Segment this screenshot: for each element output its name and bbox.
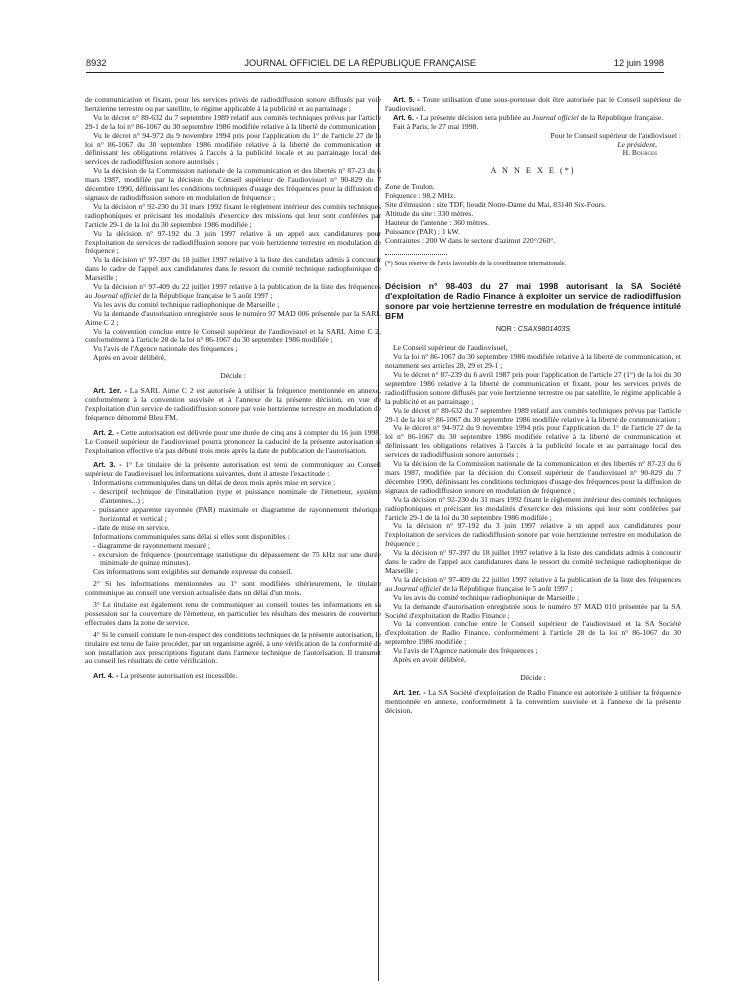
nor-reference (385, 325, 681, 334)
nor-label: NOR : (495, 324, 518, 334)
paragraph: 2° Si les informations mentionnées au 1° sont modifiées ultérieurement, le titulaire communique au conseil une version actualisée dans un délai d'un mois. (85, 579, 381, 598)
signature-name (385, 149, 681, 158)
visa-paragraph: Vu le décret n° 89-632 du 7 septembre 1989 relatif aux comités techniques prévus par l'article 29-1 de la loi n° 86-1067 du 30 septembre 1986 modifiée relative à la liberté de communication ; (385, 405, 681, 424)
article-label: Art. 6. - (393, 112, 419, 122)
article-label: Art. 1er. - (393, 687, 426, 697)
paragraph: 3° Le titulaire est également tenu de communiquer au conseil toutes les informations en sa possession sur la couverture de l'émetteur, en particulier les résultats des mesures de couverture effectuées dans la zone de service. (85, 600, 381, 627)
list-item: - descriptif technique de l'installation (type et puissance nominale de l'émetteur, système d'antennes...) ; (93, 487, 381, 506)
visa-paragraph: Vu la décision de la Commission nationale de la communication et des libertés n° 87-23 du 6 mars 1987, modifiée par la décision du Conseil supérieur de l'audiovisuel n° 90-829 du 7 décembre 1990, définissant les conditions techniques d'usage des fréquences pour la diffusion de signaux de radiodiffusion sonore en modulation de fréquence ; (85, 166, 381, 202)
issue-date: 12 juin 1998 (613, 58, 664, 68)
text-span: de la République française le 5 août 1997 ; (140, 290, 273, 300)
text-span: Vu la décision n° 97-409 du 22 juillet 1997 relative à la publication de la liste des fréquences au (385, 574, 681, 593)
article-label: Art. 2. - (93, 427, 119, 437)
decision-title: Décision n° 98-403 du 27 mai 1998 autorisant la SA Société d'exploitation de Radio Finance à exploiter un service de radiodiffusion sonore par voie hertzienne terrestre en modulation de fréquence intitulé BFM (385, 280, 681, 322)
visa-paragraph: Vu la décision n° 97-397 du 18 juillet 1997 relative à la liste des candidats admis à concourir dans le cadre de l'appel aux candidatures dans le ressort du comité technique radiophonique de Marseille ; (85, 255, 381, 283)
visa-paragraph: Vu la loi n° 86-1067 du 30 septembre 1986 modifiée relative à la liberté de communication, et notamment ses articles 28, 29 et 29-1 ; (385, 352, 681, 371)
visa-paragraph: Vu l'avis de l'Agence nationale des fréquences ; (393, 646, 538, 656)
decide-heading: Décide : (220, 371, 246, 381)
right-column (385, 96, 681, 716)
visa-paragraph: Vu le décret n° 94-972 du 9 novembre 1994 pris pour l'application du 1° de l'article 27 de la loi n° 86-1067 du 30 septembre 1986 modifiée relative à la liberté de communication et définissant les obligations relatives à l'accès à la publicité locale et au parrainage local des services de radiodiffusion sonore autorisés ; (85, 130, 381, 167)
visa-paragraph: Après en avoir délibéré, (93, 353, 166, 363)
visa-paragraph: Vu la décision n° 97-192 du 3 juin 1997 relative à un appel aux candidatures pour l'exploitation de services de radiodiffusion sonore par voie hertzienne terrestre en modulation de fréquence ; (85, 228, 381, 256)
footnote-rule (385, 254, 447, 255)
visa-paragraph: Vu la décision de la Commission nationale de la communication et des libertés n° 87-23 du 6 mars 1987, modifiée par la décision du Conseil supérieur de l'audiovisuel n° 90-829 du 7 décembre 1990, définissant les conditions techniques d'usage des fréquences pour la diffusion de signaux de radiodiffusion sonore en modulation de fréquence ; (385, 459, 681, 495)
page-number: 8932 (86, 58, 107, 68)
article-text: La SARL Aime C 2 est autorisée à utiliser la fréquence mentionnée en annexe, conformément à la convention susvisée et à l'annexe de la présente décision, en vue de l'exploitation d'un service de radiodiffusion sonore par voie hertzienne terrestre en modulation de fréquence dénommé Bleu FM. (85, 386, 381, 422)
visa-paragraph: Vu la décision n° 92-230 du 31 mars 1992 fixant le règlement intérieur des comités techniques radiophoniques et précisant les modalités d'exercice des missions qui leur sont conférées par l'article 29-1 de la loi du 30 septembre 1986 modifiée ; (385, 494, 681, 522)
visa-paragraph (385, 576, 681, 594)
visa-paragraph: Vu la demande d'autorisation enregistrée sous le numéro 97 MAD 010 présentée par la SA Société d'exploitation de Radio Finance ; (385, 601, 681, 620)
list-item: - diagramme de rayonnement mesuré ; (93, 540, 211, 550)
article-text: La présente autorisation est incessible. (118, 671, 238, 681)
list-item: - date de mise en service. (93, 522, 170, 532)
visa-paragraph (85, 283, 381, 301)
annex-block (385, 183, 681, 245)
article-1 (85, 387, 381, 423)
journal-title: JOURNAL OFFICIEL DE LA RÉPUBLIQUE FRANÇAISE (244, 58, 476, 68)
info-heading: Informations communiquées dans un délai de deux mois après mise en service : (93, 478, 336, 488)
article-1 (385, 689, 681, 716)
annex-line: Hauteur de l'antenne : 360 mètres. (385, 217, 489, 227)
text-span: de la République française le 5 août 1997 ; (440, 583, 573, 593)
visa-paragraph: Vu la décision n° 92-230 du 31 mars 1992 fixant le règlement intérieur des comités techniques radiophoniques et précisant les modalités d'exercice des missions qui leur sont conférées par l'article 29-1 de la loi du 30 septembre 1986 modifiée ; (85, 201, 381, 229)
decide-heading: Décide : (520, 672, 546, 682)
article-text: La SA Société d'exploitation de Radio Finance est autorisée à utiliser la fréquence mentionnée en annexe, conformément à la convention susvisée et à l'annexe de la présente décision, (385, 687, 682, 715)
signatory: H. Bourges (622, 148, 657, 158)
annex-title: A N N E X E (*) (490, 166, 576, 176)
journal-name: Journal officiel (94, 290, 141, 300)
left-column (85, 96, 381, 681)
paragraph: Le Conseil supérieur de l'audiovisuel, (393, 343, 508, 353)
paragraph: 4° Si le conseil constate le non-respect des conditions techniques de la présente autorisation, le titulaire est tenu de faire procéder, par un organisme agréé, à une vérification de la conformité de son installation aux prescriptions figurant dans l'annexe technique de l'autorisation. Il transmet au conseil les résultats de cette vérification. (85, 629, 381, 666)
article-text: Toute utilisation d'une sous-porteuse doit être autorisée par le Conseil supérieur de l'audiovisuel. (385, 95, 681, 113)
visa-paragraph: Vu la décision n° 97-192 du 3 juin 1997 relative à un appel aux candidatures pour l'exploitation de services de radiodiffusion sonore par voie hertzienne terrestre en modulation de fréquence ; (385, 521, 681, 549)
annex-line: Contraintes : 200 W dans le secteur d'azimut 220°/260°. (385, 235, 556, 245)
article-text: 1° Le titulaire de la présente autorisation est tenu de communiquer au Conseil supérieur de l'audiovisuel les informations suivantes, dont il atteste l'exactitude : (85, 460, 381, 479)
visa-paragraph: Vu la décision n° 97-397 du 18 juillet 1997 relative à la liste des candidats admis à concourir dans le cadre de l'appel aux candidatures dans le ressort du comité technique radiophonique de Marseille ; (385, 548, 681, 575)
signature-line: Pour le Conseil supérieur de l'audiovisuel : (550, 130, 681, 140)
annex-line: Zone de Toulon. (385, 182, 435, 192)
president-title: Le président, (617, 139, 657, 149)
info-list (85, 488, 381, 533)
paragraph: de communication et fixant, pour les services privés de radiodiffusion sonore diffusés par voie hertzienne terrestre ou par satellite, le régime applicable à la publicité et au parrainage ; (85, 95, 381, 113)
article-4 (85, 672, 381, 681)
visa-paragraph: Vu la convention conclue entre le Conseil supérieur de l'audiovisuel et la SA Société d'exploitation de Radio Finance, conformément à l'article 28 de la loi n° 86-1067 du 30 septembre 1986 modifiée ; (385, 619, 681, 647)
visa-paragraph: Vu les avis du comité technique radiophonique de Marseille ; (93, 299, 280, 309)
header-rule (86, 72, 664, 73)
article-5 (385, 96, 681, 114)
article-3 (85, 461, 381, 479)
journal-name: Journal officiel (394, 583, 441, 593)
visa-paragraph: Vu la demande d'autorisation enregistrée sous le numéro 97 MAD 006 présentée par la SARL Aime C 2 ; (85, 308, 381, 327)
article-text: La présente décision sera publiée au (418, 112, 533, 122)
journal-name: Journal officiel (532, 112, 579, 122)
running-head (86, 56, 664, 70)
article-label: Art. 5. - (393, 95, 420, 104)
annex-line: Puissance (PAR) : 1 kW. (385, 226, 460, 236)
info-list (85, 542, 381, 569)
article-2 (85, 429, 381, 456)
article-text: Cette autorisation est délivrée pour une durée de cinq ans à compter du 16 juin 1998. Le Conseil supérieur de l'audiovisuel pourra prononcer la caducité de la présente autorisation si l'exploitation effective n'a pas débuté trois mois après la date de publication de l'autorisation. (85, 427, 381, 455)
nor-code: CSAX9801403S (517, 324, 571, 334)
visa-paragraph: Vu les avis du comité technique radiophonique de Marseille ; (393, 592, 580, 602)
visa-paragraph: Vu la convention conclue entre le Conseil supérieur de l'audiovisuel et la SARL Aime C 2, conformément à l'article 28 de la loi n° 86-1067 du 30 septembre 1986 modifiée ; (85, 326, 381, 345)
article-label: Art. 1er. - (93, 386, 127, 396)
info-heading: Informations communiquées sans délai si elles sont disponibles : (93, 531, 290, 541)
visa-paragraph: Vu le décret n° 89-632 du 7 septembre 1989 relatif aux comités techniques prévus par l'article 29-1 de la loi n° 86-1067 du 30 septembre 1986 modifiée relative à la liberté de communication ; (85, 112, 381, 131)
footnote: (*) Sous réserve de l'avis favorable de la coordination internationale. (385, 259, 567, 267)
signing-place-date: Fait à Paris, le 27 mai 1998. (393, 121, 479, 131)
list-item: - excursion de fréquence (pourcentage statistique du dépassement de 75 kHz sur une durée minimale de quinze minutes). (93, 549, 381, 568)
annex-line: Altitude du site : 330 mètres. (385, 208, 474, 218)
article-text: de la République française. (578, 112, 664, 122)
text-span: Vu la décision n° 97-409 du 22 juillet 1997 relative à la publication de la liste des fréquences au (85, 282, 381, 300)
annex-line: Fréquence : 98.2 MHz. (385, 191, 456, 201)
visa-paragraph: Après en avoir délibéré, (393, 655, 466, 665)
annex-line: Site d'émission : site TDF, lieudit Notre-Dame du Mai, 83140 Six-Fours. (385, 200, 607, 210)
visa-paragraph: Vu l'avis de l'Agence nationale des fréquences ; (93, 344, 238, 354)
paragraph: Ces informations sont exigibles sur demande expresse du conseil. (93, 567, 293, 577)
article-label: Art. 4. - (93, 671, 119, 681)
visa-paragraph: Vu le décret n° 87-239 du 6 avril 1987 pris pour l'application de l'article 27 (1°) de la loi du 30 septembre 1986 relative à la liberté de communication et fixant, pour les services privés de radiodiffusion sonore diffusés par voie hertzienne terrestre ou par satellite, le régime applicable à la publicité et au parrainage ; (385, 370, 681, 406)
article-label: Art. 3. - (93, 460, 122, 470)
visa-paragraph: Vu le décret n° 94-972 du 9 novembre 1994 pris pour l'application du 1° de l'article 27 de la loi n° 86-1067 du 30 septembre 1986 modifiée relative à la liberté de communication et définissant les obligations relatives à l'accès à la publicité locale et au parrainage local des services de radiodiffusion sonore autorisés ; (385, 423, 681, 460)
list-item: - puissance apparente rayonnée (PAR) maximale et diagramme de rayonnement théorique horizontal et vertical ; (93, 504, 381, 523)
